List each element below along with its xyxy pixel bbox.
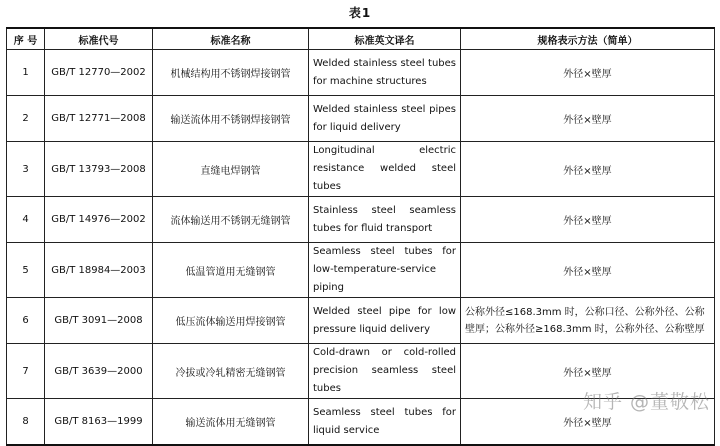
cell-en: Stainless steel seamless tubes for fluid transport — [309, 197, 461, 243]
table-body — [7, 50, 715, 446]
cell-no: 8 — [7, 399, 45, 446]
table-header — [7, 28, 715, 50]
standards-table — [6, 27, 715, 446]
cell-method: 外径×壁厚 — [461, 50, 715, 96]
cell-code: GB/T 13793—2008 — [45, 142, 153, 197]
cell-en: Welded steel pipe for low pressure liquid delivery — [309, 298, 461, 344]
cell-name: 冷拔或冷轧精密无缝钢管 — [153, 344, 309, 399]
cell-no: 5 — [7, 243, 45, 298]
cell-name: 低压流体输送用焊接钢管 — [153, 298, 309, 344]
cell-en: Welded stainless steel pipes for liquid delivery — [309, 96, 461, 142]
cell-code: GB/T 18984—2003 — [45, 243, 153, 298]
cell-name: 机械结构用不锈钢焊接钢管 — [153, 50, 309, 96]
table-row — [7, 298, 715, 344]
cell-en: Welded stainless steel tubes for machine structures — [309, 50, 461, 96]
cell-method: 外径×壁厚 — [461, 243, 715, 298]
cell-code: GB/T 14976—2002 — [45, 197, 153, 243]
cell-code: GB/T 3091—2008 — [45, 298, 153, 344]
cell-en: Longitudinal electric resistance welded steel tubes — [309, 142, 461, 197]
cell-code: GB/T 3639—2000 — [45, 344, 153, 399]
table-row — [7, 96, 715, 142]
cell-code: GB/T 12771—2008 — [45, 96, 153, 142]
cell-method: 外径×壁厚 — [461, 197, 715, 243]
cell-name: 输送流体用不锈钢焊接钢管 — [153, 96, 309, 142]
cell-no: 2 — [7, 96, 45, 142]
col-header-method: 规格表示方法（简单） — [461, 28, 715, 50]
cell-no: 1 — [7, 50, 45, 96]
col-header-no: 序 号 — [7, 28, 45, 50]
cell-method: 外径×壁厚 — [461, 142, 715, 197]
cell-en: Seamless steel tubes for liquid service — [309, 399, 461, 446]
cell-en: Seamless steel tubes for low-temperature-service piping — [309, 243, 461, 298]
table-caption: 表1 — [348, 6, 372, 20]
cell-method: 外径×壁厚 — [461, 399, 715, 446]
table-row — [7, 197, 715, 243]
cell-name: 流体输送用不锈钢无缝钢管 — [153, 197, 309, 243]
col-header-code: 标准代号 — [45, 28, 153, 50]
table-row — [7, 50, 715, 96]
col-header-en: 标准英文译名 — [309, 28, 461, 50]
col-header-name: 标准名称 — [153, 28, 309, 50]
cell-name: 直缝电焊钢管 — [153, 142, 309, 197]
cell-code: GB/T 8163—1999 — [45, 399, 153, 446]
cell-method: 外径×壁厚 — [461, 344, 715, 399]
table-row — [7, 142, 715, 197]
table-row — [7, 243, 715, 298]
cell-en: Cold-drawn or cold-rolled precision seamless steel tubes — [309, 344, 461, 399]
cell-method: 外径×壁厚 — [461, 96, 715, 142]
cell-name: 输送流体用无缝钢管 — [153, 399, 309, 446]
zhihu-watermark: 知乎 @董敬松 — [582, 391, 710, 413]
cell-name: 低温管道用无缝钢管 — [153, 243, 309, 298]
cell-no: 7 — [7, 344, 45, 399]
cell-no: 4 — [7, 197, 45, 243]
cell-method: 公称外径≤168.3mm 时，公称口径、公称外径、公称壁厚；公称外径≥168.3mm 时，公称外径、公称壁厚 — [461, 298, 715, 344]
cell-code: GB/T 12770—2002 — [45, 50, 153, 96]
header-row — [7, 28, 715, 50]
cell-no: 3 — [7, 142, 45, 197]
cell-no: 6 — [7, 298, 45, 344]
